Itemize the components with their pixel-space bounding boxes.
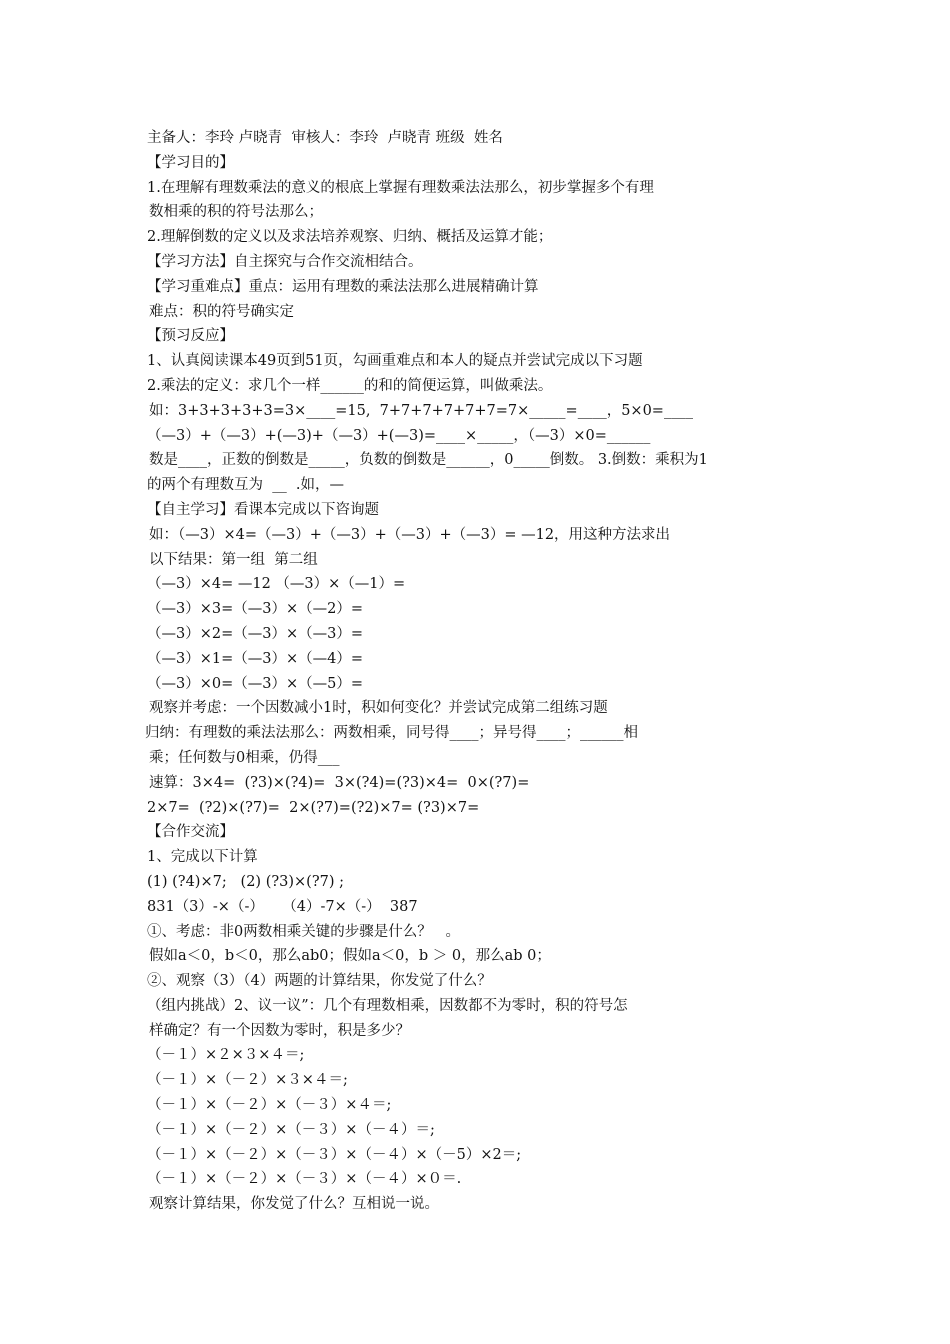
text-line: 假如a＜0，b＜0，那么ab0；假如a＜0，b ＞ 0，那么ab 0；	[149, 948, 551, 965]
math-line: （－１）×（－２）×３×４＝;	[147, 1072, 348, 1089]
text-line: 数是____，正数的倒数是_____，负数的倒数是______，0_____倒数。 3.倒数：乘积为1	[149, 452, 708, 469]
text-line: 2.乘法的定义：求几个一样______的和的简便运算，叫做乘法。	[147, 377, 553, 394]
section-heading-self-study: 【自主学习】看课本完成以下咨询题	[147, 501, 379, 518]
math-line: （－１）×２×３×４＝;	[147, 1047, 305, 1064]
text-line: ②、观察（3）（4）两题的计算结果，你发觉了什么？	[147, 973, 492, 990]
header-line: 主备人：李玲 卢晓青 审核人：李玲 卢晓青 班级 姓名	[147, 130, 503, 146]
section-heading-preview: 【预习反应】	[147, 328, 234, 345]
text-line: 1.在理解有理数乘法的意义的根底上掌握有理数乘法法那么，初步掌握多个有理	[147, 179, 654, 196]
math-line: 速算：3×4= (?3)×(?4)= 3×(?4)=(?3)×4= 0×(?7)=	[149, 774, 530, 791]
math-line: （—3）×3=（—3）×（—2）=	[147, 601, 363, 618]
text-line: 数相乘的积的符号法那么；	[149, 204, 323, 221]
math-line: （—3）×4= —12 （—3）×（—1）=	[147, 576, 406, 593]
text-line: 乘；任何数与0相乘，仍得___	[149, 749, 340, 766]
text-line: 样确定？有一个因数为零时，积是多少？	[149, 1022, 410, 1039]
math-line: 831（3）-×（-） （4）-7×（-） 387	[147, 898, 418, 915]
text-line: 归纳：有理数的乘法法那么：两数相乘，同号得____；异号得____；______相	[145, 725, 638, 742]
text-line: 1、完成以下计算	[147, 849, 258, 866]
section-heading-key-points: 【学习重难点】重点：运用有理数的乘法法那么进展精确计算	[147, 278, 539, 295]
math-line: （—3）×1=（—3）×（—4）=	[147, 650, 363, 667]
text-line: 2.理解倒数的定义以及求法培养观察、归纳、概括及运算才能；	[147, 229, 553, 246]
math-line: （—3）×2=（—3）×（—3）=	[147, 625, 363, 642]
math-line: （－１）×（－２）×（－３）×４＝;	[147, 1097, 392, 1114]
text-line: ①、考虑：非0两数相乘关键的步骤是什么？ 。	[147, 923, 461, 940]
math-line: 2×7= (?2)×(?7)= 2×(?7)=(?2)×7= (?3)×7=	[147, 799, 480, 816]
math-line: （—3）×0=（—3）×（—5）=	[147, 675, 363, 692]
section-heading-cooperation: 【合作交流】	[147, 824, 234, 841]
section-heading-methods: 【学习方法】自主探究与合作交流相结合。	[147, 253, 423, 270]
text-line: 1、认真阅读课本49页到51页，勾画重难点和本人的疑点并尝试完成以下习题	[147, 353, 643, 370]
text-line: （—3）+（—3）+(—3)+（—3）+(—3)=____×_____，（—3）×0=______	[147, 427, 651, 444]
text-line: 如：（—3）×4=（—3）+（—3）+（—3）+（—3）= —12，用这种方法求出	[149, 526, 671, 543]
text-line: 以下结果：第一组 第二组	[149, 551, 318, 568]
text-line: （组内挑战）2、议一议”：几个有理数相乘，因数都不为零时，积的符号怎	[147, 997, 628, 1014]
text-line: 观察并考虑：一个因数减小1时，积如何变化？并尝试完成第二组练习题	[149, 700, 608, 717]
text-line: 的两个有理数互为 __ .如，—	[147, 477, 345, 494]
text-line: 观察计算结果，你发觉了什么？互相说一说。	[149, 1196, 439, 1213]
section-heading-objectives: 【学习目的】	[147, 154, 234, 171]
math-line: (1) (?4)×7; (2) (?3)×(?7) ;	[147, 873, 344, 890]
math-line: （－１）×（－２）×（－３）×（－４）×０＝.	[147, 1171, 462, 1188]
text-line: 难点：积的符号确实定	[149, 303, 294, 320]
math-line: （－１）×（－２）×（－３）×（－４）＝;	[147, 1121, 435, 1138]
text-line: 如：3+3+3+3+3=3×____=15, 7+7+7+7+7+7=7×_____=____，5×0=____	[149, 402, 693, 419]
document-body	[147, 126, 827, 1217]
math-line: （－１）×（－２）×（－３）×（－４）×（－5）×2＝;	[147, 1146, 522, 1163]
